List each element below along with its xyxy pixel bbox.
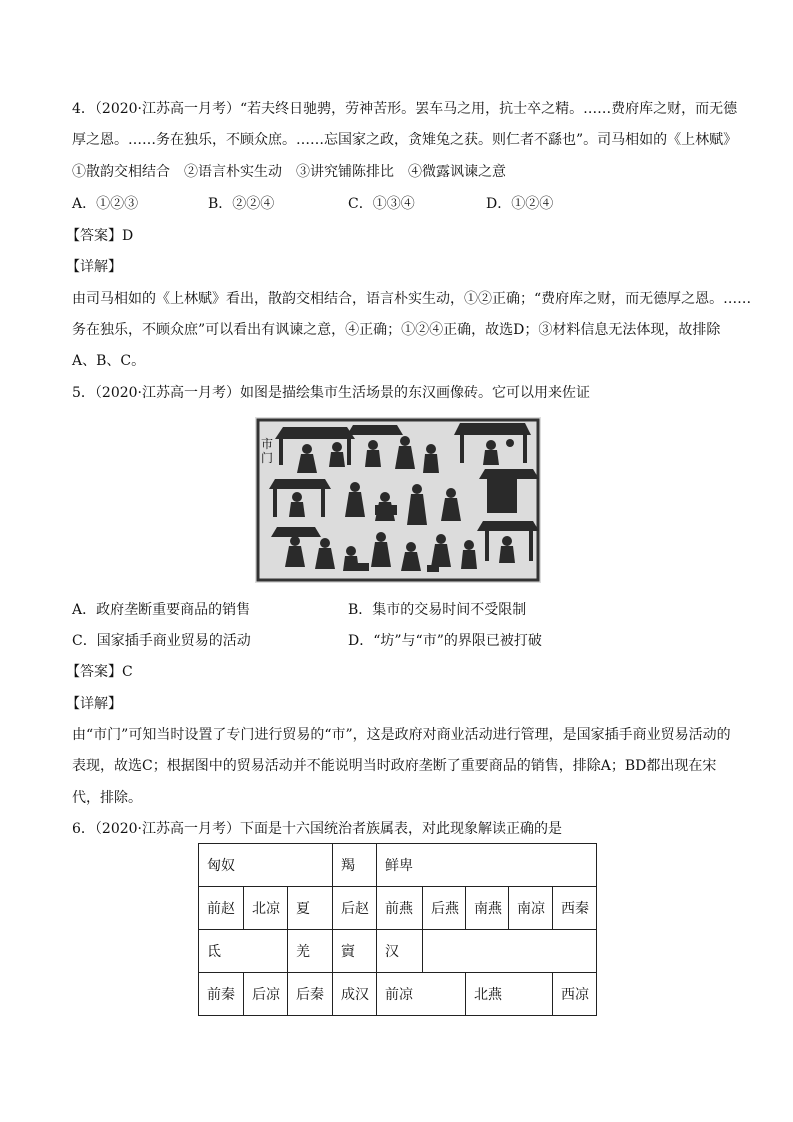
q5-detail-line-2: 表现，故选C；根据图中的贸易活动并不能说明当时政府垄断了重要商品的销售，排除A；BD都出现在宋 (72, 758, 717, 774)
table-cell: 北凉 (244, 887, 288, 930)
table-cell: 匈奴 (199, 844, 333, 887)
q4-option-a: A．①②③ (72, 196, 139, 212)
table-row (199, 930, 597, 973)
table-cell: 氐 (199, 930, 288, 973)
table-cell: 后燕 (423, 887, 466, 930)
q4-stem-line-2: 厚之恩。……务在独乐，不顾众庶。……忘国家之政，贪雉兔之获。则仁者不繇也”。司马相如的《上林赋》 (72, 132, 738, 148)
q5-option-c: C．国家插手商业贸易的活动 (72, 633, 251, 649)
table-row (199, 887, 597, 930)
q4-detail-line-1: 由司马相如的《上林赋》看出，散韵交相结合，语言朴实生动，①②正确；“费府库之财，而无德厚之恩。…… (72, 291, 752, 307)
table-cell: 羌 (288, 930, 333, 973)
q5-detail-label: 【详解】 (66, 696, 122, 712)
table-row (199, 973, 597, 1016)
q5-option-a: A．政府垄断重要商品的销售 (72, 602, 251, 618)
table-cell: 成汉 (333, 973, 377, 1016)
table-cell: 南凉 (509, 887, 553, 930)
han-market-brick-rubbing (255, 417, 541, 583)
table-cell: 夏 (288, 887, 333, 930)
q5-detail-line-3: 代，排除。 (72, 790, 142, 806)
q4-detail-label: 【详解】 (66, 259, 122, 275)
q4-option-d: D．①②④ (486, 196, 554, 212)
table-row (199, 844, 597, 887)
q5-stem: 5．（2020·江苏高一月考）如图是描绘集市生活场景的东汉画像砖。它可以用来佐证 (72, 385, 590, 401)
table-cell: 后凉 (244, 973, 288, 1016)
table-cell: 鲜卑 (377, 844, 597, 887)
q4-answer: 【答案】D (66, 228, 134, 244)
table-cell: 汉 (377, 930, 423, 973)
q5-detail-line-1: 由“市门”可知当时设置了专门进行贸易的“市”，这是政府对商业活动进行管理，是国家插手商业贸易活动的 (72, 727, 731, 743)
table-cell: 西秦 (553, 887, 597, 930)
table-cell: 前凉 (377, 973, 466, 1016)
q4-detail-line-2: 务在独乐，不顾众庶”可以看出有讽谏之意，④正确；①②④正确，故选D；③材料信息无法体现，故排除 (72, 322, 721, 338)
table-cell: 后秦 (288, 973, 333, 1016)
q6-stem: 6．（2020·江苏高一月考）下面是十六国统治者族属表，对此现象解读正确的是 (72, 821, 562, 837)
q4-option-c: C．①③④ (348, 196, 415, 212)
table-cell: 前秦 (199, 973, 244, 1016)
table-cell: 賨 (333, 930, 377, 973)
sixteen-kingdoms-ethnicity-table (198, 843, 597, 1016)
table-cell: 前燕 (377, 887, 423, 930)
q5-option-d: D．“坊”与“市”的界限已被打破 (348, 633, 542, 649)
q4-option-b: B．②②④ (208, 196, 275, 212)
q5-answer: 【答案】C (66, 664, 133, 680)
q5-option-b: B．集市的交易时间不受限制 (348, 602, 527, 618)
market-scene-illustration (255, 417, 541, 583)
table-cell: 南燕 (466, 887, 509, 930)
q4-detail-line-3: A、B、C。 (72, 353, 146, 369)
q4-stem-line-1: 4．（2020·江苏高一月考）“若夫终日驰骋，劳神苦形。罢车马之用，抗士卒之精。……费府库之财，而无德 (72, 101, 738, 117)
table-cell: 北燕 (466, 973, 553, 1016)
table-cell: 后赵 (333, 887, 377, 930)
market-gate-inscription: 市门 (261, 437, 274, 465)
table-cell: 前赵 (199, 887, 244, 930)
table-cell: 羯 (333, 844, 377, 887)
table-cell: 西凉 (553, 973, 597, 1016)
table-cell (423, 930, 597, 973)
q4-statements: ①散韵交相结合 ②语言朴实生动 ③讲究铺陈排比 ④微露讽谏之意 (72, 164, 506, 180)
